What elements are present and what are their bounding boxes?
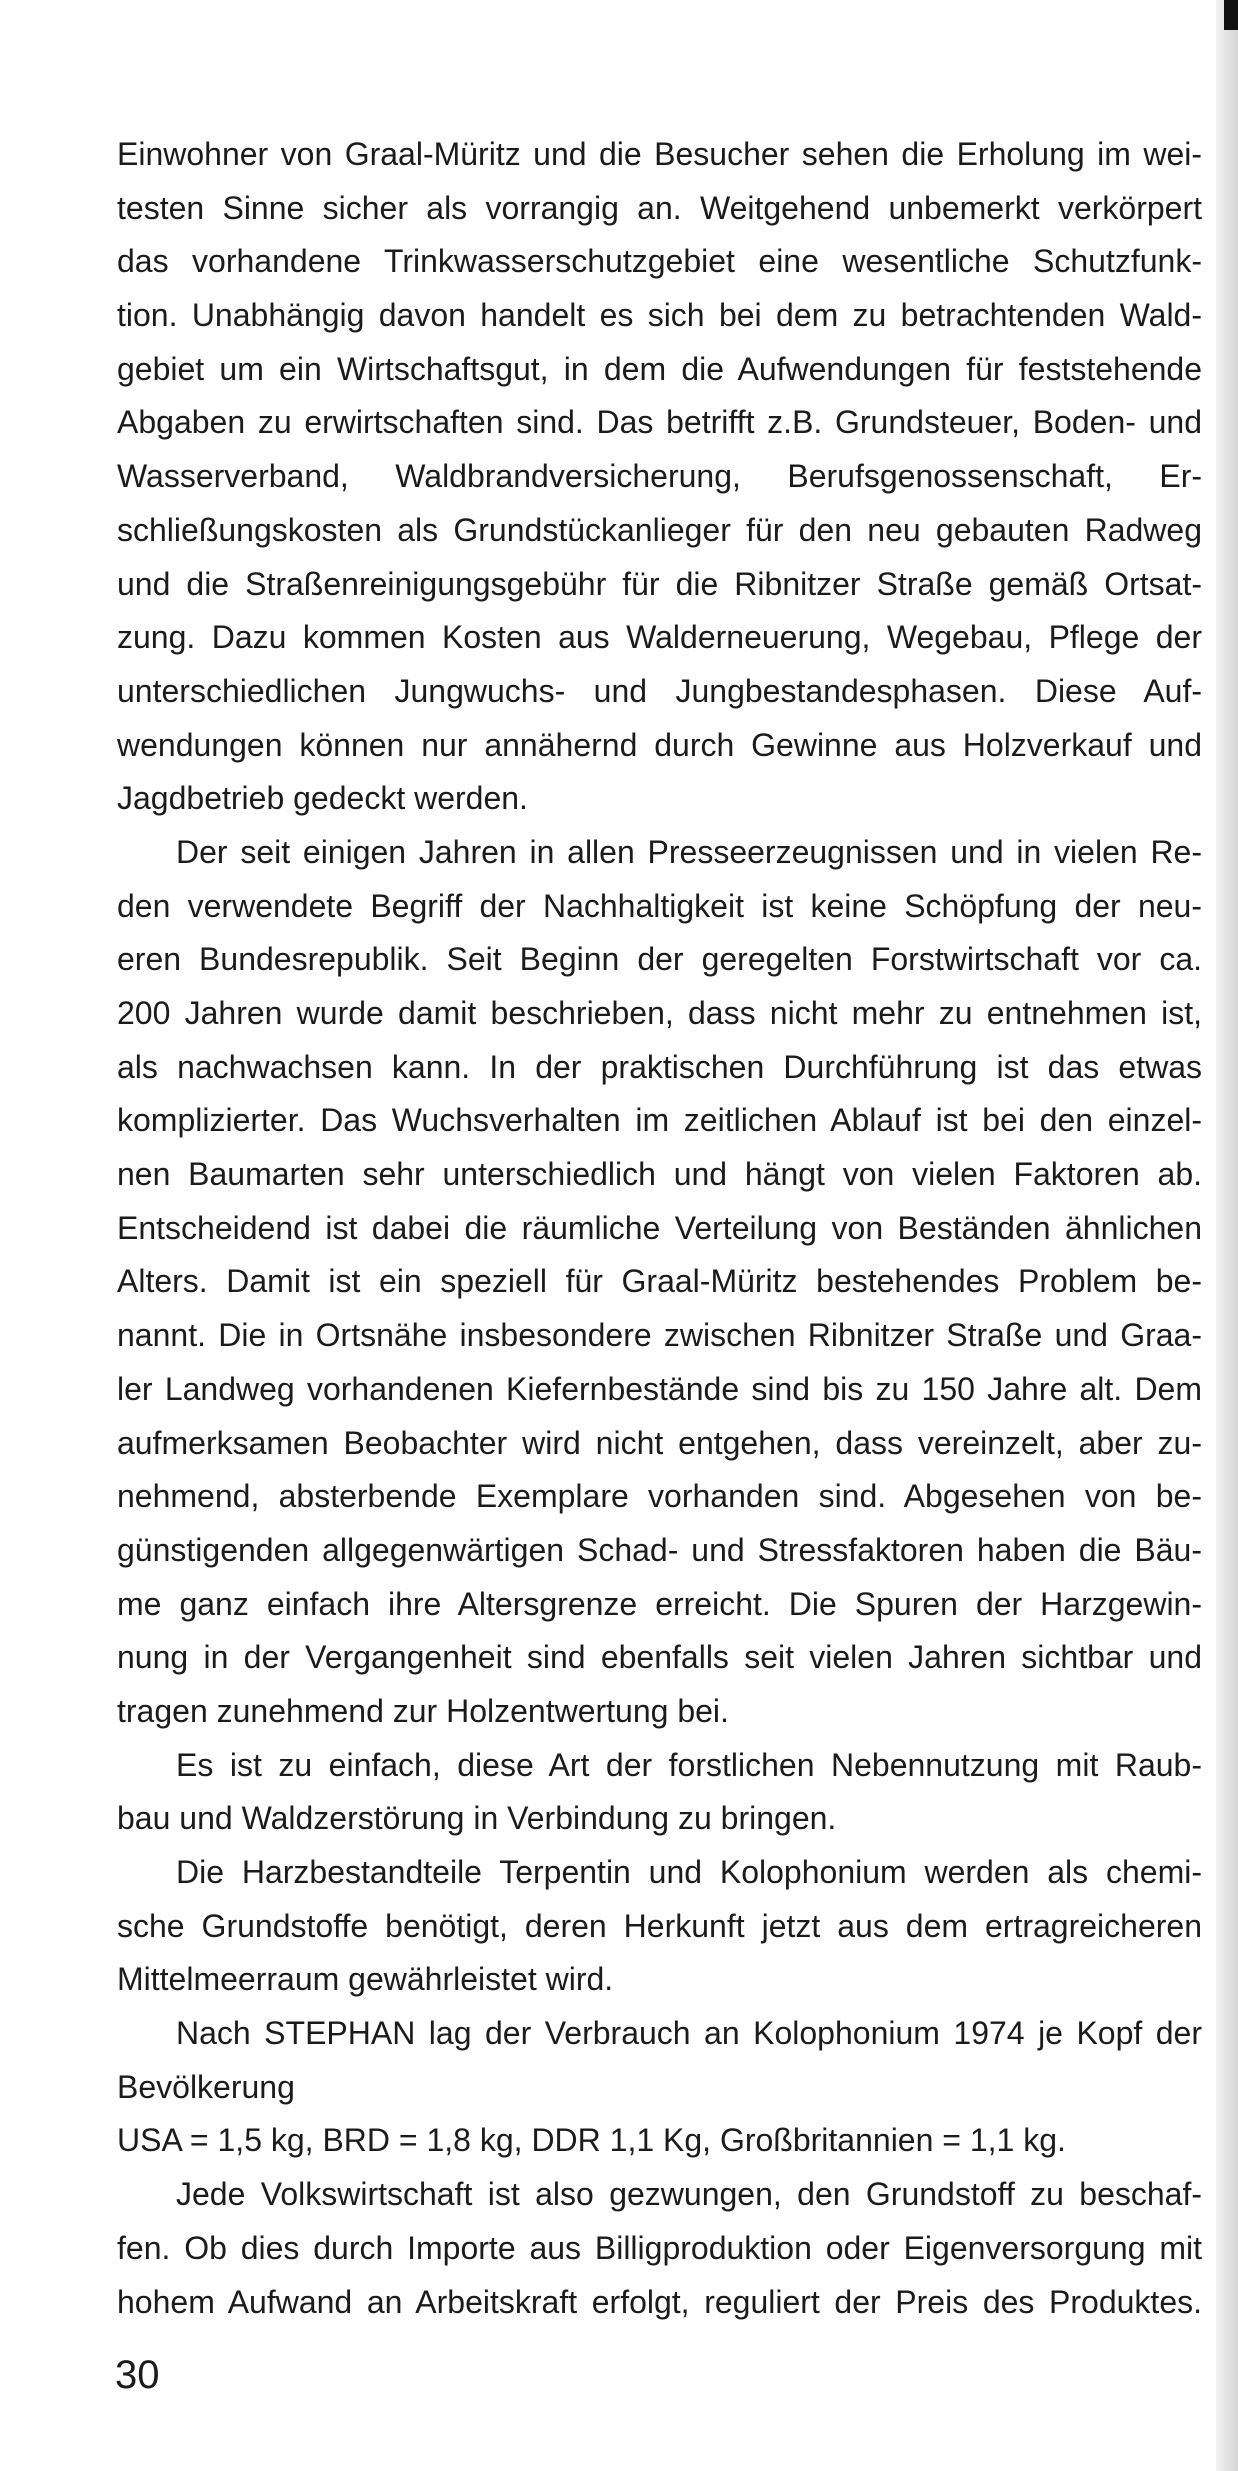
text-line: me ganz einfach ihre Altersgrenze erreicht. Die Spuren der Harzgewin- — [117, 1585, 1202, 1622]
text-line: und die Straßenreinigungsgebühr für die Ribnitzer Straße gemäß Ortsat- — [117, 565, 1202, 602]
text-line: testen Sinne sicher als vorrangig an. Weitgehend unbemerkt verkörpert — [117, 189, 1202, 226]
text-line: schließungskosten als Grundstückanlieger für den neu gebauten Radweg — [117, 511, 1202, 548]
text-line: Mittelmeerraum gewährleistet wird. — [117, 1961, 614, 1998]
scan-corner-mark — [1224, 0, 1238, 30]
page-number: 30 — [115, 2353, 160, 2397]
text-line: wendungen können nur annähernd durch Gewinne aus Holzverkauf und — [117, 726, 1202, 763]
text-line: Die Harzbestandteile Terpentin und Kolophonium werden als chemi- — [176, 1854, 1202, 1890]
text-line: Nach STEPHAN lag der Verbrauch an Kolophonium 1974 je Kopf der — [176, 2015, 1202, 2052]
text-line: hohem Aufwand an Arbeitskraft erfolgt, reguliert der Preis des Produktes. — [117, 2283, 1202, 2320]
text-line: Jede Volkswirtschaft ist also gezwungen, den Grundstoff zu beschaf- — [176, 2176, 1202, 2213]
text-line: bau und Waldzerstörung in Verbindung zu bringen. — [117, 1800, 837, 1837]
text-line: nehmend, absterbende Exemplare vorhanden sind. Abgesehen von be- — [117, 1478, 1202, 1515]
text-line: nannt. Die in Ortsnähe insbesondere zwischen Ribnitzer Straße und Graa- — [117, 1317, 1202, 1354]
text-line: Der seit einigen Jahren in allen Presseerzeugnissen und in vielen Re- — [176, 833, 1202, 870]
body-text — [117, 128, 1202, 2329]
text-line: als nachwachsen kann. In der praktischen Durchführung ist das etwas — [117, 1048, 1202, 1085]
text-line: unterschiedlichen Jungwuchs- und Jungbestandesphasen. Diese Auf- — [117, 672, 1202, 709]
text-line: 200 Jahren wurde damit beschrieben, dass nicht mehr zu entnehmen ist, — [117, 995, 1202, 1031]
paragraph-4 — [117, 1846, 1202, 2007]
text-line: Jagdbetrieb gedeckt werden. — [117, 780, 528, 817]
text-line: zung. Dazu kommen Kosten aus Walderneuerung, Wegebau, Pflege der — [117, 619, 1202, 656]
text-line: den verwendete Begriff der Nachhaltigkeit ist keine Schöpfung der neu- — [117, 887, 1202, 924]
page-edge-shadow — [1216, 0, 1238, 2471]
paragraph-3 — [117, 1739, 1202, 1846]
paragraph-1 — [117, 128, 1202, 826]
paragraph-7 — [117, 2168, 1202, 2329]
paragraph-2 — [117, 826, 1202, 1739]
text-line: eren Bundesrepublik. Seit Beginn der geregelten Forstwirtschaft vor ca. — [117, 941, 1202, 978]
text-line: das vorhandene Trinkwasserschutzgebiet eine wesentliche Schutzfunk- — [117, 243, 1202, 280]
text-line: tion. Unabhängig davon handelt es sich bei dem zu betrachtenden Wald- — [117, 297, 1202, 334]
text-line: USA = 1,5 kg, BRD = 1,8 kg, DDR 1,1 Kg, Großbritannien = 1,1 kg. — [117, 2122, 1066, 2159]
paragraph-5 — [117, 2007, 1202, 2114]
text-line: Alters. Damit ist ein speziell für Graal-Müritz bestehendes Problem be- — [117, 1263, 1202, 1300]
text-line: Entscheidend ist dabei die räumliche Verteilung von Beständen ähnlichen — [117, 1209, 1202, 1246]
text-line: nung in der Vergangenheit sind ebenfalls seit vielen Jahren sichtbar und — [117, 1639, 1202, 1676]
paragraph-6 — [117, 2114, 1202, 2168]
text-line: Wasserverband, Waldbrandversicherung, Berufsgenossenschaft, Er- — [117, 458, 1202, 495]
text-line: fen. Ob dies durch Importe aus Billigproduktion oder Eigenversorgung mit — [117, 2229, 1202, 2266]
text-line: tragen zunehmend zur Holzentwertung bei. — [117, 1692, 729, 1729]
text-line: Bevölkerung — [117, 2068, 295, 2105]
text-line: ler Landweg vorhandenen Kiefernbestände sind bis zu 150 Jahre alt. Dem — [117, 1370, 1202, 1407]
text-line: gebiet um ein Wirtschaftsgut, in dem die Aufwendungen für feststehende — [117, 350, 1202, 387]
text-line: günstigenden allgegenwärtigen Schad- und Stressfaktoren haben die Bäu- — [117, 1531, 1202, 1568]
text-line: Abgaben zu erwirtschaften sind. Das betrifft z.B. Grundsteuer, Boden- und — [117, 404, 1202, 441]
text-line: Einwohner von Graal-Müritz und die Besucher sehen die Erholung im wei- — [117, 136, 1202, 172]
text-line: sche Grundstoffe benötigt, deren Herkunft jetzt aus dem ertragreicheren — [117, 1907, 1202, 1944]
text-line: Es ist zu einfach, diese Art der forstlichen Nebennutzung mit Raub- — [176, 1746, 1202, 1783]
text-line: komplizierter. Das Wuchsverhalten im zeitlichen Ablauf ist bei den einzel- — [117, 1102, 1202, 1139]
text-line: nen Baumarten sehr unterschiedlich und hängt von vielen Faktoren ab. — [117, 1156, 1202, 1193]
text-line: aufmerksamen Beobachter wird nicht entgehen, dass vereinzelt, aber zu- — [117, 1424, 1202, 1461]
